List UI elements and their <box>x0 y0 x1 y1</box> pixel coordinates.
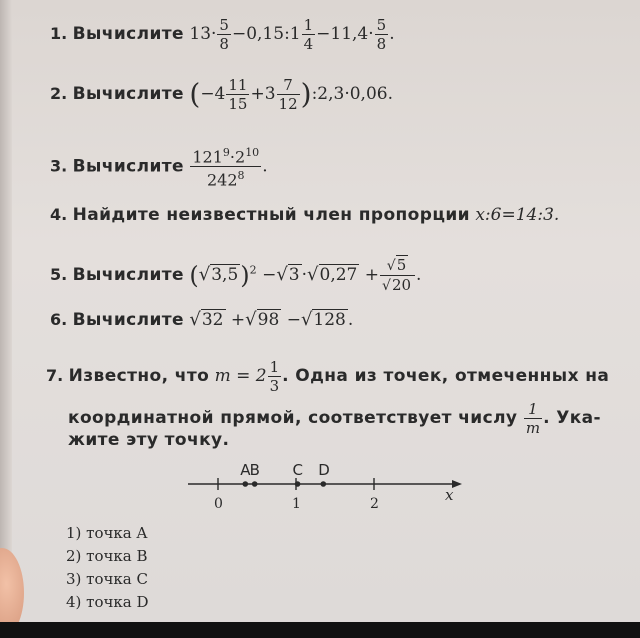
point-label: C <box>292 461 304 479</box>
task-2 <box>50 76 393 113</box>
bottom-edge <box>0 622 640 638</box>
sqrt: √128 <box>300 309 346 330</box>
task-verb: Вычислите <box>72 156 184 177</box>
sqrt: √32 <box>189 309 224 330</box>
task-4 <box>50 205 559 225</box>
point-b <box>252 481 258 487</box>
fraction: $\frac{5}{8}$ <box>219 16 229 53</box>
task-verb: Вычислите <box>72 84 184 104</box>
task-text: координатной прямой, соответствует числу <box>68 408 518 428</box>
expr-part: −0,15:1 <box>231 24 301 44</box>
task-1 <box>50 16 395 53</box>
fraction: $\frac{5}{8}$ <box>376 16 387 53</box>
sqrt: √3,5 <box>198 264 239 285</box>
paren-close: ) <box>300 77 312 111</box>
fraction: $\frac{√5}{√20}$ <box>380 256 415 295</box>
axis-arrow <box>452 480 462 488</box>
sqrt: √98 <box>245 309 280 330</box>
option-4: 4) точка D <box>66 593 149 611</box>
task-text: жите эту точку. <box>68 430 230 450</box>
task-number: 2. <box>50 84 68 103</box>
expr-part: −11,4· <box>316 24 374 44</box>
point-label: D <box>318 461 330 479</box>
point-d <box>321 481 327 487</box>
expr-part: +3 <box>250 84 276 104</box>
number-line <box>0 450 640 520</box>
task-7-line-1 <box>46 358 609 395</box>
fraction: $\frac{11}{15}$ <box>228 76 248 113</box>
fraction: $\frac{1}{4}$ <box>303 16 314 53</box>
task-7-line-3 <box>68 430 229 450</box>
point-a <box>243 481 249 487</box>
point-label: B <box>249 461 260 479</box>
expr-end: . <box>389 24 395 44</box>
task-text: Известно, что <box>68 366 210 386</box>
task-number: 4. <box>50 205 68 224</box>
task-text: . Ука- <box>543 408 602 428</box>
point-label: A <box>240 461 251 479</box>
task-number: 1. <box>50 24 68 43</box>
task-number: 6. <box>50 310 68 329</box>
fraction: $\frac{1}{m}$ <box>525 400 541 437</box>
fraction: $\frac{7}{12}$ <box>278 76 298 113</box>
option-2: 2) точка B <box>66 547 148 565</box>
sqrt: √0,27 <box>307 264 358 285</box>
task-number: 7. <box>46 366 64 385</box>
task-6: 6. Вычислите √32 +√98 −√128 . <box>50 309 354 330</box>
task-text: . Одна из точек, отмеченных на <box>282 366 610 386</box>
expr-part: :2,3·0,06. <box>311 84 393 104</box>
axis-variable: x <box>445 486 454 504</box>
page-fold <box>0 0 12 622</box>
point-c <box>295 481 301 487</box>
task-verb: Вычислите <box>72 265 184 285</box>
task-number: 3. <box>50 156 68 176</box>
exponent: 2 <box>249 263 257 277</box>
proportion: x:6=14:3. <box>475 205 560 225</box>
option-3: 3) точка C <box>66 570 148 588</box>
axis-tick-label: 2 <box>370 496 379 512</box>
paren-open: ( <box>189 77 201 111</box>
expr-part: 13· <box>189 24 217 44</box>
expr-part: −4 <box>200 84 226 104</box>
task-text: Найдите неизвестный член пропорции <box>72 205 470 225</box>
axis-tick-label: 1 <box>292 496 301 512</box>
expr-end: . <box>262 156 268 177</box>
sqrt: √3 <box>276 264 300 285</box>
fraction: $\frac{121^9\cdot 2^{10}}{242^8}$ <box>192 146 260 190</box>
task-5: 5. Вычислите $(√3,5)^2 -√3 \cdot√0,27$ + $\frac{√5}{√20}$ . <box>50 256 422 294</box>
task-number: 5. <box>50 265 68 284</box>
fraction: $\frac{1}{3}$ <box>269 358 280 395</box>
task-verb: Вычислите <box>72 310 184 330</box>
option-1: 1) точка A <box>66 524 148 542</box>
axis-tick-label: 0 <box>214 496 223 512</box>
task-3 <box>50 144 268 190</box>
task-verb: Вычислите <box>72 24 184 44</box>
m-value: m = 2 <box>214 366 267 386</box>
